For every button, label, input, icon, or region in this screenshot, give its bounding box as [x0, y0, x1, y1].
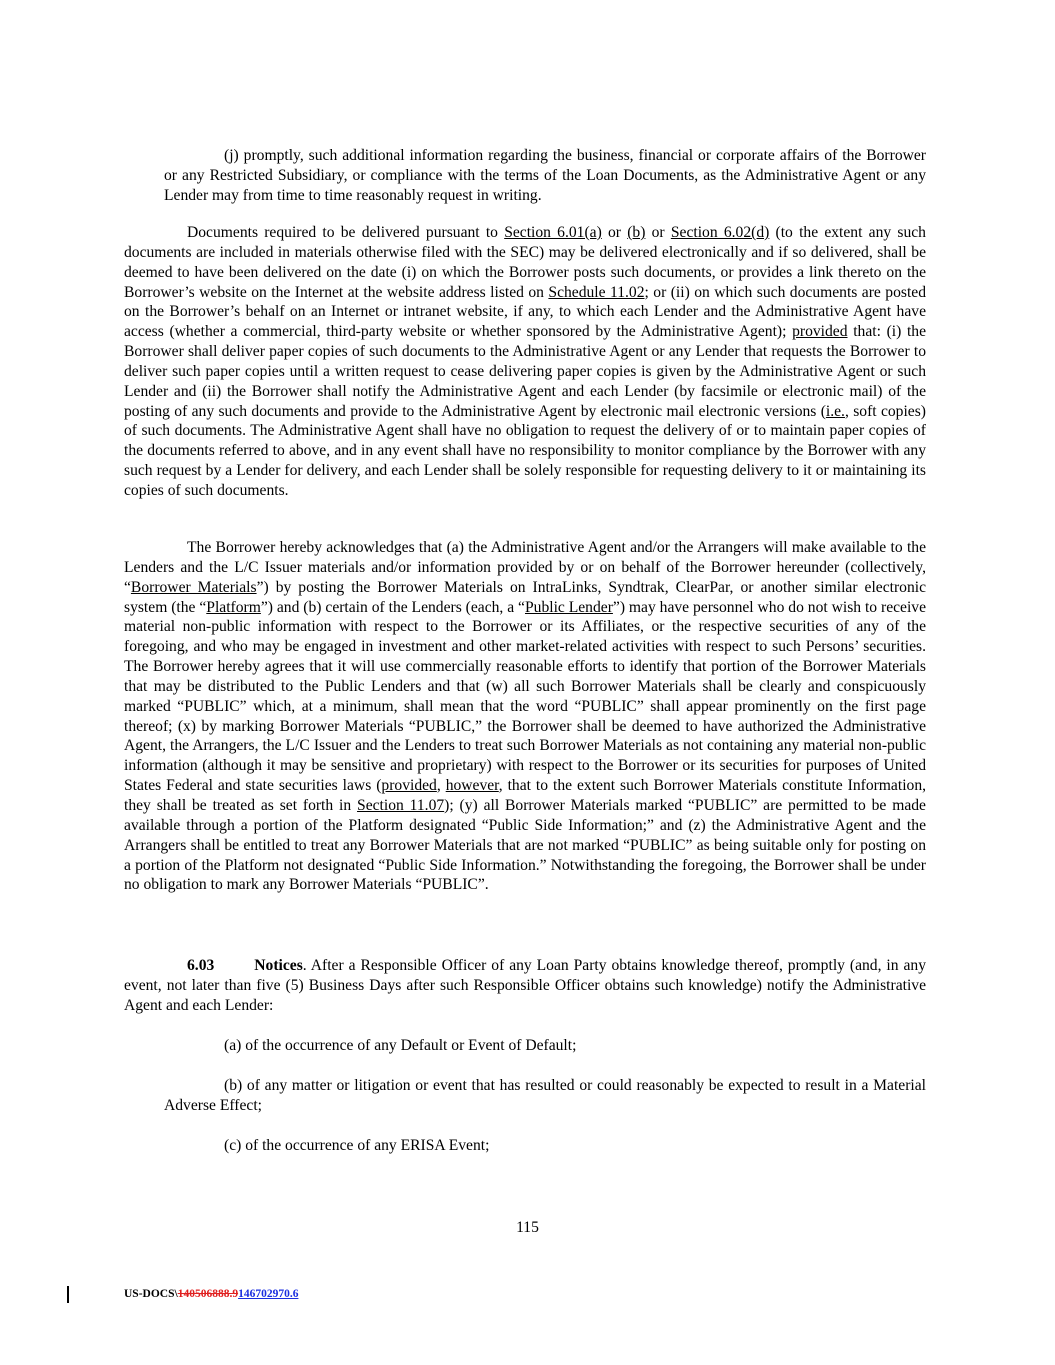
- defined-term: however: [445, 777, 499, 795]
- notice-item-a: (a) of the occurrence of any Default or Event of Default;: [224, 1037, 577, 1054]
- defined-term: provided: [792, 323, 848, 341]
- defined-term: Platform: [206, 598, 261, 616]
- inserted-doc-id: 146702970.6: [238, 1288, 299, 1300]
- paragraph-documents-delivery: Documents required to be delivered pursuant to Section 6.01(a) or (b) or Section 6.02(d) (to the extent any such documents are included in materials otherwise filed with the SEC) may be delivered electronically and if so delivered, shall be deemed to have been delivered on the date (i) on which the Borrower posts such documents, or provides a link thereto on the Borrower’s website on the Internet at the website address listed on Schedule 11.02; or (ii) on which such documents are posted on the Borrower’s behalf on an Internet or intranet website, if any, to which each Lender and the Administrative Agent have access (whether a commercial, third-party website or whether sponsored by the Administrative Agent); provided that: (i) the Borrower shall deliver paper copies of such documents to the Administrative Agent or any Lender that requests the Borrower to deliver such paper copies until a written request to cease delivering paper copies is given by the Administrative Agent or such Lender and (ii) the Borrower shall notify the Administrative Agent and each Lender (by facsimile or electronic mail) of the posting of any such documents and provide to the Administrative Agent by electronic mail electronic versions (i.e., soft copies) of such documents. The Administrative Agent shall have no obligation to request the delivery of or to maintain paper copies of the documents referred to above, and in any event shall have no responsibility to monitor compliance by the Borrower with any such request by a Lender for delivery, and each Lender shall be solely responsible for requesting delivery to it or maintaining its copies of such documents.: [124, 224, 926, 499]
- defined-term: i.e.: [825, 402, 845, 420]
- schedule-reference: Schedule 11.02: [548, 283, 645, 301]
- defined-term: Borrower Materials: [130, 578, 257, 596]
- document-id-footer: [124, 1288, 298, 1300]
- section-6-03-notices: 6.03 Notices. After a Responsible Officer of any Loan Party obtains knowledge thereof, promptly (and, in any event, not later than five (5) Business Days after such Responsible Officer obtains such knowledge) notify the Administrative Agent and each Lender:: [124, 957, 926, 1014]
- section-reference: Section 11.07: [357, 796, 445, 814]
- paragraph-item-j: [164, 146, 926, 206]
- footer-prefix: US-DOCS\: [124, 1288, 178, 1300]
- paragraph-text: (j) promptly, such additional information regarding the business, financial or corporate affairs of the Borrower or any Restricted Subsidiary, or compliance with the terms of the Loan Documents, as the Administrative Agent or any Lender may from time to time reasonably request in writing.: [164, 147, 926, 204]
- notice-item-c: (c) of the occurrence of any ERISA Event;: [224, 1137, 490, 1154]
- defined-term: Public Lender: [524, 598, 613, 616]
- deleted-doc-id: 140506888.9: [177, 1288, 239, 1300]
- revision-change-bar: [67, 1286, 69, 1303]
- section-reference: (b): [627, 224, 646, 241]
- defined-term: provided: [381, 777, 437, 795]
- section-number: 6.03: [187, 957, 215, 974]
- section-reference: Section 6.01(a): [504, 224, 602, 241]
- section-heading: Notices: [254, 957, 303, 974]
- paragraph-borrower-materials: The Borrower hereby acknowledges that (a) the Administrative Agent and/or the Arrangers will make available to the Lenders and the L/C Issuer materials and/or information provided by or on behalf of the Borrower hereunder (collectively, “Borrower Materials”) by posting the Borrower Materials on IntraLinks, Syndtrak, ClearPar, or another similar electronic system (the “Platform”) and (b) certain of the Lenders (each, a “Public Lender”) may have personnel who do not wish to receive material non-public information with respect to the Borrower or its Affiliates, or the respective securities of any of the foregoing, and who may be engaged in investment and other market-related activities with respect to such Persons’ securities. The Borrower hereby agrees that it will use commercially reasonable efforts to identify that portion of the Borrower Materials that may be distributed to the Public Lenders and that (w) all such Borrower Materials shall be clearly and conspicuously marked “PUBLIC” which, at a minimum, shall mean that the word “PUBLIC” shall appear prominently on the first page thereof; (x) by marking Borrower Materials “PUBLIC,” the Borrower shall be deemed to have authorized the Administrative Agent, the Arrangers, the L/C Issuer and the Lenders to treat such Borrower Materials as not containing any material non-public information (although it may be sensitive and proprietary) with respect to the Borrower or its securities for purposes of United States Federal and state securities laws (provided, however, that to the extent such Borrower Materials constitute Information, they shall be treated as set forth in Section 11.07); (y) all Borrower Materials marked “PUBLIC” are permitted to be made available through a portion of the Platform designated “Public Side Information;” and (z) the Administrative Agent and the Arrangers shall be entitled to treat any Borrower Materials that are not marked “PUBLIC” as being suitable only for posting on a portion of the Platform not designated “Public Side Information.” Notwithstanding the foregoing, the Borrower shall be under no obligation to mark any Borrower Materials “PUBLIC”.: [124, 539, 927, 894]
- section-reference: Section 6.02(d): [670, 224, 770, 241]
- notice-item-b: (b) of any matter or litigation or event that has resulted or could reasonably be expected to result in a Material Adverse Effect;: [164, 1077, 926, 1114]
- page-number: 115: [516, 1219, 539, 1236]
